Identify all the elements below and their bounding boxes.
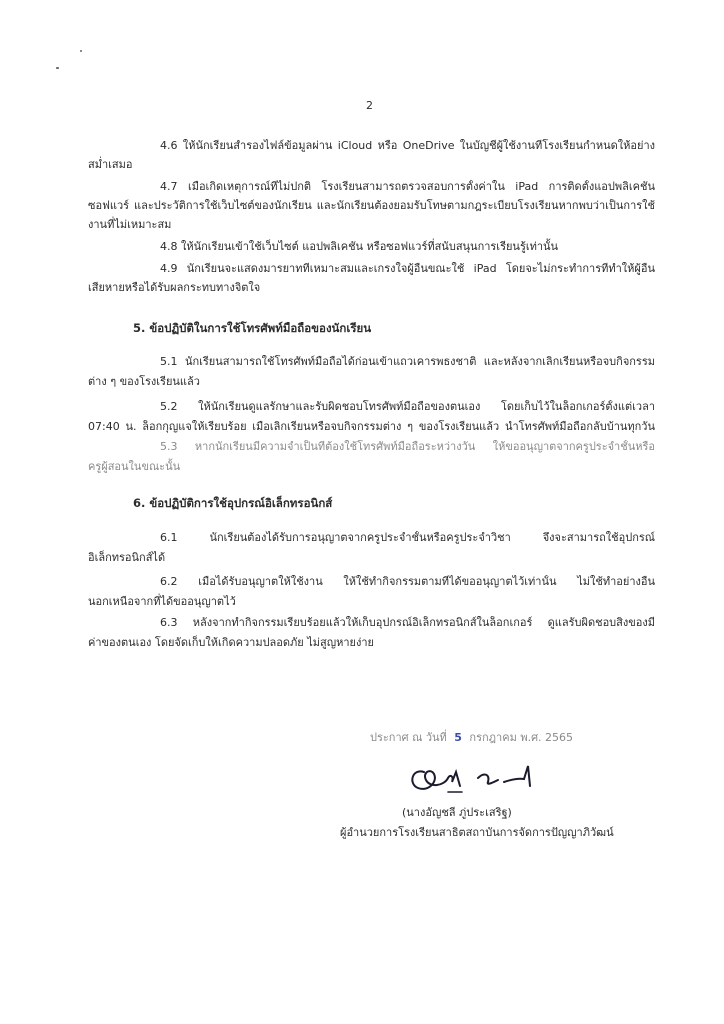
item-4-9-line-2: เสียหายหรือได้รับผลกระทบทางจิตใจ (88, 281, 261, 294)
section-6-heading: 6. ข้อปฏิบัติการใช้อุปกรณ์อิเล็กทรอนิกส์ (133, 496, 333, 510)
announcement-date (370, 731, 573, 745)
item-6-2-line-1: 6.2 เมื่อได้รับอนุญาตให้ใช้งาน ให้ใช้ทำกิจกรรมตามที่ได้ขออนุญาตไว้เท่านั้น ไม่ใช้ทำอย่างอื่น (160, 575, 655, 588)
signatory-title: ผู้อำนวยการโรงเรียนสาธิตสถาบันการจัดการปัญญาภิวัฒน์ (340, 826, 614, 839)
signatory-name: (นางอัญชลี ภู่ประเสริฐ) (402, 806, 512, 819)
item-4-9-line-1: 4.9 นักเรียนจะแสดงมารยาทที่เหมาะสมและเกรงใจผู้อื่นขณะใช้ iPad โดยจะไม่กระทำการที่ทำให้ผู้อื่น (160, 262, 655, 275)
item-6-1-line-1: 6.1 นักเรียนต้องได้รับการอนุญาตจากครูประจำชั้นหรือครูประจำวิชา จึงจะสามารถใช้อุปกรณ์ (160, 531, 655, 544)
item-6-3-line-2: ค่าของตนเอง โดยจัดเก็บให้เกิดความปลอดภัย ไม่สูญหายง่าย (88, 636, 374, 649)
item-4-6-line-1: 4.6 ให้นักเรียนสำรองไฟล์ข้อมูลผ่าน iCloud หรือ OneDrive ในบัญชีผู้ใช้งานที่โรงเรียนกำหนดให้อย่าง (160, 139, 655, 152)
item-4-6-line-2: สม่ำเสมอ (88, 158, 133, 171)
announcement-prefix: ประกาศ ณ วันที่ (370, 731, 447, 744)
item-6-1-line-2: อิเล็กทรอนิกส์ได้ (88, 551, 166, 564)
item-4-7-line-1: 4.7 เมื่อเกิดเหตุการณ์ที่ไม่ปกติ โรงเรียนสามารถตรวจสอบการตั้งค่าใน iPad การติดตั้งแอปพลิเคชัน (160, 180, 655, 193)
item-5-3-line-1: 5.3 หากนักเรียนมีความจำเป็นที่ต้องใช้โทรศัพท์มือถือระหว่างวัน ให้ขออนุญาตจากครูประจำชั้นหรือ (160, 440, 655, 453)
item-5-3-line-2: ครูผู้สอนในขณะนั้น (88, 460, 181, 473)
announcement-suffix: กรกฎาคม พ.ศ. 2565 (469, 731, 574, 744)
signature-mark (404, 752, 584, 802)
item-6-3-line-1: 6.3 หลังจากทำกิจกรรมเรียบร้อยแล้วให้เก็บอุปกรณ์อิเล็กทรอนิกส์ในล็อกเกอร์ ดูแลรับผิดชอบสิ่งของมี (160, 616, 655, 629)
item-5-2-line-1: 5.2 ให้นักเรียนดูแลรักษาและรับผิดชอบโทรศัพท์มือถือของตนเอง โดยเก็บไว้ในล็อกเกอร์ตั้งแต่เวลา (160, 400, 655, 413)
page-number: 2 (366, 99, 373, 112)
item-4-7-line-2: ซอฟแวร์ และประวัติการใช้เว็บไซต์ของนักเรียน และนักเรียนต้องยอมรับโทษตามกฎระเบียบโรงเรียนหากพบว่าเป็นการใช้ (88, 199, 655, 212)
item-5-1-line-1: 5.1 นักเรียนสามารถใช้โทรศัพท์มือถือได้ก่อนเข้าแถวเคารพธงชาติ และหลังจากเลิกเรียนหรือจบกิจกรรม (160, 355, 655, 368)
section-5-heading: 5. ข้อปฏิบัติในการใช้โทรศัพท์มือถือของนักเรียน (133, 321, 372, 335)
item-6-2-line-2: นอกเหนือจากที่ได้ขออนุญาตไว้ (88, 595, 236, 608)
item-4-8-line-1: 4.8 ให้นักเรียนเข้าใช้เว็บไซต์ แอปพลิเคชัน หรือซอฟแวร์ที่สนับสนุนการเรียนรู้เท่านั้น (160, 240, 559, 253)
item-4-7-line-3: งานที่ไม่เหมาะสม (88, 218, 172, 231)
item-5-2-line-2: 07:40 น. ล็อกกุญแจให้เรียบร้อย เมื่อเลิกเรียนหรือจบกิจกรรมต่าง ๆ ของโรงเรียนแล้ว นำโทรศัพท์มือถือกลับบ้านทุกวัน (88, 420, 655, 433)
item-5-1-line-2: ต่าง ๆ ของโรงเรียนแล้ว (88, 375, 200, 388)
announcement-day: 5 (454, 731, 462, 744)
